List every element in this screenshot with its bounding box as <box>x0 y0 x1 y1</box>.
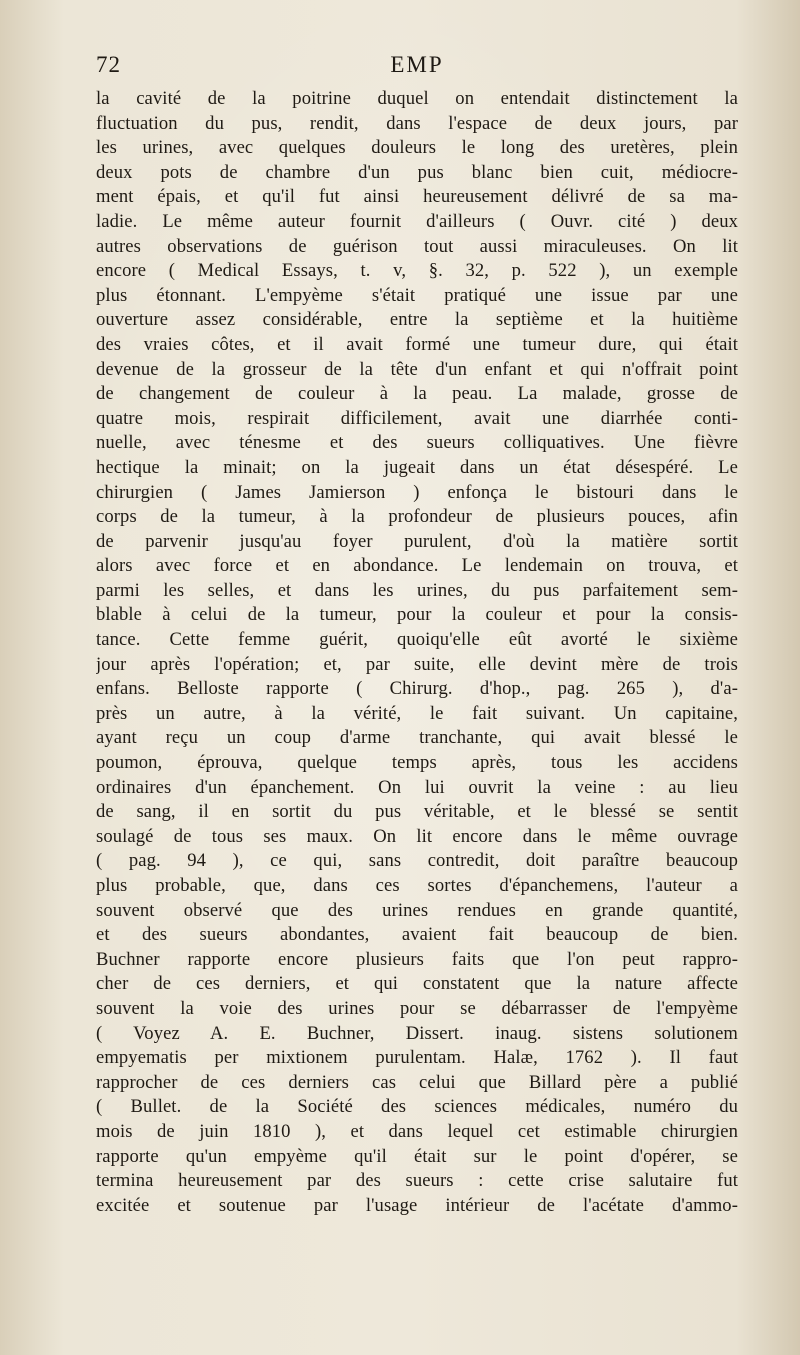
text-line: excitée et soutenue par l'usage intérieur de l'acétate d'ammo- <box>96 1194 738 1216</box>
text-line: près un autre, à la vérité, le fait suivant. Un capitaine, <box>96 702 738 724</box>
text-line: encore ( Medical Essays, t. v, §. 32, p. 522 ), un exemple <box>96 260 738 282</box>
text-line: rapporte qu'un empyème qu'il était sur le point d'opérer, se <box>96 1145 738 1167</box>
text-line: souvent la voie des urines pour se débarrasser de l'empyème <box>96 997 738 1019</box>
text-line: de sang, il en sortit du pus véritable, et le blessé se sentit <box>96 801 738 823</box>
text-line: chirurgien ( James Jamierson ) enfonça le bistouri dans le <box>96 481 738 503</box>
text-line: poumon, éprouva, quelque temps après, tous les accidens <box>96 752 738 774</box>
text-line: rapprocher de ces derniers cas celui que Billard père a publié <box>96 1071 738 1093</box>
text-line: soulagé de tous ses maux. On lit encore dans le même ouvrage <box>96 825 738 847</box>
text-line: les urines, avec quelques douleurs le long des uretères, plein <box>96 137 738 159</box>
text-line: fluctuation du pus, rendit, dans l'espace de deux jours, par <box>96 112 738 134</box>
page-number: 72 <box>96 52 121 77</box>
text-line: ( Voyez A. E. Buchner, Dissert. inaug. sistens solutionem <box>96 1022 738 1044</box>
page-header <box>96 52 738 86</box>
text-line: ouverture assez considérable, entre la septième et la huitième <box>96 309 738 331</box>
text-line: deux pots de chambre d'un pus blanc bien cuit, médiocre- <box>96 161 738 183</box>
text-line: Buchner rapporte encore plusieurs faits que l'on peut rappro- <box>96 948 738 970</box>
text-line: des vraies côtes, et il avait formé une tumeur dure, qui était <box>96 333 738 355</box>
text-line: la cavité de la poitrine duquel on entendait distinctement la <box>96 88 738 109</box>
text-line: alors avec force et en abondance. Le lendemain on trouva, et <box>96 555 738 577</box>
text-line: ( Bullet. de la Société des sciences médicales, numéro du <box>96 1096 738 1118</box>
text-line: empyematis per mixtionem purulentam. Halæ, 1762 ). Il faut <box>96 1047 738 1069</box>
text-line: hectique la minait; on la jugeait dans un état désespéré. Le <box>96 456 738 478</box>
text-line: ( pag. 94 ), ce qui, sans contredit, doit paraître beaucoup <box>96 850 738 872</box>
text-line: corps de la tumeur, à la profondeur de plusieurs pouces, afin <box>96 506 738 528</box>
text-line: devenue de la grosseur de la tête d'un enfant et qui n'offrait point <box>96 358 738 380</box>
text-line: blable à celui de la tumeur, pour la couleur et pour la consis- <box>96 604 738 626</box>
text-line: et des sueurs abondantes, avaient fait beaucoup de bien. <box>96 924 738 946</box>
text-line: plus étonnant. L'empyème s'était pratiqué une issue par une <box>96 284 738 306</box>
text-line: autres observations de guérison tout aussi miraculeuses. On lit <box>96 235 738 257</box>
text-line: ordinaires d'un épanchement. On lui ouvrit la veine : au lieu <box>96 776 738 798</box>
text-line: ment épais, et qu'il fut ainsi heureusement délivré de sa ma- <box>96 186 738 208</box>
body-text <box>96 87 738 1218</box>
text-line: souvent observé que des urines rendues en grande quantité, <box>96 899 738 921</box>
text-line: cher de ces derniers, et qui constatent que la nature affecte <box>96 973 738 995</box>
text-line: de parvenir jusqu'au foyer purulent, d'où la matière sortit <box>96 530 738 552</box>
text-line: tance. Cette femme guérit, quoiqu'elle eût avorté le sixième <box>96 629 738 651</box>
running-head: EMP <box>390 52 444 77</box>
text-line: plus probable, que, dans ces sortes d'épanchemens, l'auteur a <box>96 875 738 896</box>
text-line: mois de juin 1810 ), et dans lequel cet estimable chirurgien <box>96 1120 738 1142</box>
text-line: ayant reçu un coup d'arme tranchante, qui avait blessé le <box>96 727 738 749</box>
text-line: jour après l'opération; et, par suite, elle devint mère de trois <box>96 653 738 675</box>
text-line: parmi les selles, et dans les urines, du pus parfaitement sem- <box>96 579 738 601</box>
text-line: quatre mois, respirait difficilement, avait une diarrhée conti- <box>96 407 738 429</box>
text-line: ladie. Le même auteur fournit d'ailleurs ( Ouvr. cité ) deux <box>96 210 738 232</box>
text-line: enfans. Belloste rapporte ( Chirurg. d'hop., pag. 265 ), d'a- <box>96 678 738 700</box>
text-line: termina heureusement par des sueurs : cette crise salutaire fut <box>96 1170 738 1192</box>
text-line: nuelle, avec ténesme et des sueurs colliquatives. Une fièvre <box>96 432 738 454</box>
text-line: de changement de couleur à la peau. La malade, grosse de <box>96 383 738 405</box>
